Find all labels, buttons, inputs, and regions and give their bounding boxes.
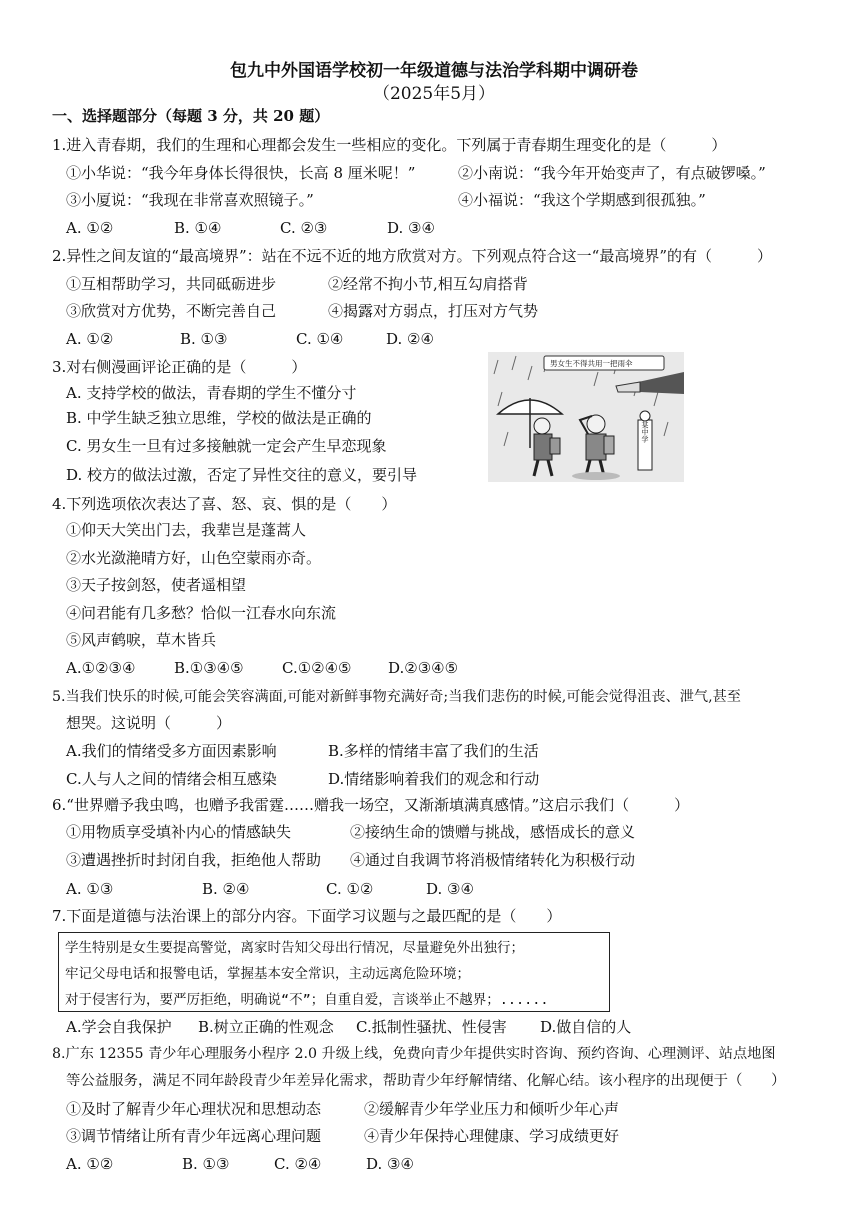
q2-option-1: ①互相帮助学习，共同砥砺进步 [66,275,277,293]
exam-title: 包九中外国语学校初一年级道德与法治学科期中调研卷 [230,61,638,81]
q2-option-3: ③欣赏对方优势，不断完善自己 [66,302,277,320]
q5-stem-line2: 想哭。这说明（ ） [66,714,232,732]
q6-option-3: ③遭遇挫折时封闭自我，拒绝他人帮助 [66,851,322,869]
q4-choice-b: B.①③④⑤ [174,659,244,677]
q3-choice-d: D. 校方的做法过激，否定了异性交往的意义，要引导 [66,466,418,484]
q6-choice-a: A. ①③ [66,880,114,898]
q8-option-4: ④青少年保持心理健康、学习成绩更好 [364,1127,620,1145]
q6-option-2: ②接纳生命的馈赠与挑战，感悟成长的意义 [350,823,636,841]
cartoon-sign-text: 男女生不得共用一把雨伞 [550,359,633,368]
q8-stem-line2: 等公益服务，满足不同年龄段青少年差异化需求，帮助青少年纾解情绪、化解心结。该小程序的出现便于（ ） [66,1073,786,1089]
q4-choice-d: D.②③④⑤ [388,659,459,677]
q1-stem: 1.进入青春期，我们的生理和心理都会发生一些相应的变化。下列属于青春期生理变化的是（ ） [52,136,727,154]
q7-box-line-3: 对于侵害行为，要严厉拒绝，明确说“不”；自重自爱，言谈举止不越界；...... [65,992,549,1008]
q8-choice-b: B. ①③ [182,1155,230,1173]
q1-choice-b: B. ①④ [174,219,222,237]
q4-option-3: ③天子按剑怒，使者遥相望 [66,576,247,594]
q4-option-5: ⑤风声鹤唳，草木皆兵 [66,631,217,649]
q8-option-2: ②缓解青少年学业压力和倾听少年心声 [364,1100,620,1118]
q1-choice-a: A. ①② [66,219,114,237]
q7-box-line-2: 牢记父母电话和报警电话，掌握基本安全常识，主动远离危险环境； [65,966,470,982]
q2-choice-b: B. ①③ [180,330,228,348]
q2-choice-c: C. ①④ [296,330,344,348]
q8-choice-c: C. ②④ [274,1155,322,1173]
q1-option-4: ④小福说：“我这个学期感到很孤独。” [458,191,706,209]
q2-choice-a: A. ①② [66,330,114,348]
q8-choice-d: D. ③④ [366,1155,414,1173]
q1-choice-d: D. ③④ [387,219,435,237]
q5-choice-b: B.多样的情绪丰富了我们的生活 [328,742,539,760]
q1-option-1: ①小华说：“我今年身体长得很快，长高 8 厘米呢！” [66,164,416,182]
q2-option-2: ②经常不拘小节,相互勾肩搭背 [328,275,528,293]
q5-stem-line1: 5.当我们快乐的时候,可能会笑容满面,可能对新鲜事物充满好奇;当我们悲伤的时候,可能会觉得沮丧、泄气,甚至 [52,689,741,705]
q4-stem: 4.下列选项依次表达了喜、怒、哀、惧的是（ ） [52,495,397,513]
q7-choice-b: B.树立正确的性观念 [198,1018,334,1036]
q7-box-line-1: 学生特别是女生要提高警觉，离家时告知父母出行情况，尽量避免外出独行； [65,940,524,956]
exam-date: （2025年5月） [372,84,496,104]
q5-choice-c: C.人与人之间的情绪会相互感染 [66,770,277,788]
q3-choice-a: A. 支持学校的做法，青春期的学生不懂分寸 [66,384,357,402]
q6-option-1: ①用物质享受填补内心的情感缺失 [66,823,292,841]
q6-stem: 6.“世界赠予我虫鸣，也赠予我雷霆……赠我一场空，又渐渐填满真感情。”这启示我们（ ） [52,796,690,814]
q5-choice-d: D.情绪影响着我们的观念和行动 [328,770,540,788]
q2-option-4: ④揭露对方弱点，打压对方气势 [328,302,539,320]
q4-option-4: ④问君能有几多愁？恰似一江春水向东流 [66,604,337,622]
q8-stem-line1: 8.广东 12355 青少年心理服务小程序 2.0 升级上线，免费向青少年提供实时咨询、预约咨询、心理测评、站点地图 [52,1046,776,1062]
q6-choice-b: B. ②④ [202,880,250,898]
q1-choice-c: C. ②③ [280,219,328,237]
q6-choice-d: D. ③④ [426,880,474,898]
section-heading: 一、选择题部分（每题 3 分，共 20 题） [52,107,330,125]
q7-choice-a: A.学会自我保护 [66,1018,172,1036]
q7-content-box [58,932,610,1012]
q7-choice-d: D.做自信的人 [540,1018,632,1036]
cartoon-post-text: 某中学 [641,421,649,443]
q3-stem: 3.对右侧漫画评论正确的是（ ） [52,358,307,376]
q4-option-2: ②水光潋滟晴方好，山色空蒙雨亦奇。 [66,549,322,567]
q6-option-4: ④通过自我调节将消极情绪转化为积极行动 [350,851,636,869]
q2-stem: 2.异性之间友谊的“最高境界”：站在不远不近的地方欣赏对方。下列观点符合这一“最高境界”的有（ ） [52,247,772,265]
q3-choice-c: C. 男女生一旦有过多接触就一定会产生早恋现象 [66,437,387,455]
q4-option-1: ①仰天大笑出门去，我辈岂是蓬蒿人 [66,521,307,539]
q7-stem: 7.下面是道德与法治课上的部分内容。下面学习议题与之最匹配的是（ ） [52,907,562,925]
q7-choice-c: C.抵制性骚扰、性侵害 [356,1018,507,1036]
q6-choice-c: C. ①② [326,880,374,898]
q1-option-2: ②小南说：“我今年开始变声了，有点破锣嗓。” [458,164,766,182]
q2-choice-d: D. ②④ [386,330,434,348]
q8-choice-a: A. ①② [66,1155,114,1173]
q8-option-1: ①及时了解青少年心理状况和思想动态 [66,1100,322,1118]
q8-option-3: ③调节情绪让所有青少年远离心理问题 [66,1127,322,1145]
q5-choice-a: A.我们的情绪受多方面因素影响 [66,742,277,760]
q3-choice-b: B. 中学生缺乏独立思维，学校的做法是正确的 [66,409,372,427]
umbrella-cartoon-image [488,352,684,482]
q4-choice-c: C.①②④⑤ [282,659,352,677]
q4-choice-a: A.①②③④ [66,659,136,677]
q1-option-3: ③小厦说：“我现在非常喜欢照镜子。” [66,191,314,209]
